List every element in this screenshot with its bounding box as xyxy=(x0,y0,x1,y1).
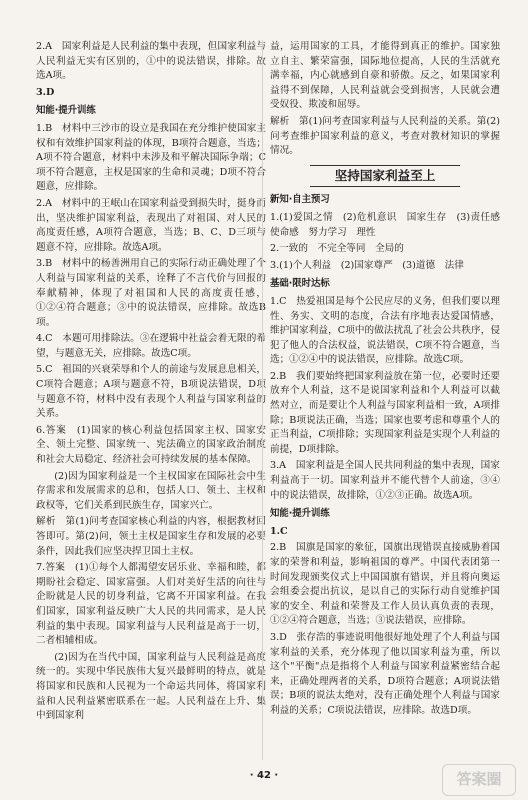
page-number: · 42 · xyxy=(249,770,279,781)
answer-paragraph: 3.D 张存浩的事迹说明他很好地处理了个人利益与国家利益的关系，充分体现了他以国家利益为重，所以这个"平衡"点是指将个人利益与国家利益紧密结合起来，正确处理两者的关系，D项符合题意；A项说法错误；B项的说法太绝对，没有正确处理个人利益与国家利益的关系；C项说法错误，应排除。故选D项。 xyxy=(270,631,500,716)
section-heading: 知能·提升训练 xyxy=(36,105,96,117)
answer-paragraph: 5.C 祖国的兴衰荣辱和个人的前途与发展息息相关，C项符合题意；A项与题意不符，B项说法错误，D项与题意不符，材料中没有表现个人利益与国家利益的关系。 xyxy=(36,364,266,420)
answer-paragraph: 2.一致的 不完全等同 全局的 xyxy=(270,243,404,255)
answer-paragraph: 2.B 国旗是国家的象征，国旗出现错误直接威胁着国家的荣誉和利益，影响祖国的尊严。中国代表团第一时间发现颁奖仪式上中国国旗有错误，并且将向奥运会组委会提出抗议，是以自己的实际行动自觉维护国家的安全、利益和荣誉及工作人员认真负责的表现，①②④符合题意，当选；③说法错误，应排除。 xyxy=(270,542,500,627)
answer-paragraph: 解析 第(1)问考查国家核心利益的内容，根据教材回答即可。第(2)问，领土主权是国家生存和发展的必要条件，因此我们应坚决捍卫国土主权。 xyxy=(36,516,266,557)
answer-paragraph: 3.D xyxy=(36,86,55,98)
answer-paragraph: 益，运用国家的工具，才能得到真正的维护。国家独立自主、繁荣富强，国际地位提高，人民的生活就充满幸福，内心就感到自豪和骄傲。反之，如果国家利益得不到保障，人民利益就会受到损害，人民就会遭受奴役、欺凌和屈辱。 xyxy=(270,41,500,111)
answer-paragraph: 7.答案 (1)①每个人都渴望安居乐业、幸福和睦，都期盼社会稳定、国家富强。人们对美好生活的向往与企盼就是人民的切身利益，它离不开国家利益。在我们国家，国家利益反映广大人民的共同需求，是人民利益的集中表现。国家利益与人民利益是高于一切，二者相辅相成。 xyxy=(36,562,266,647)
answer-paragraph: 1.C xyxy=(270,525,288,537)
answer-paragraph: 2.A 国家利益是人民利益的集中表现，但国家利益与人民利益无实有区别的，①中的说法错误，排除。故选A项。 xyxy=(36,41,266,82)
right-column xyxy=(270,40,510,721)
answer-paragraph: (2)因为国家利益是一个主权国家在国际社会中生存需求和发展需求的总和，包括人口、领土、主权和政权等，它们关系到民族生存，国家兴亡。 xyxy=(36,470,266,511)
answer-paragraph: 2.A 材料中的王岷山在国家利益受到损失时，挺身而出，坚决维护国家利益，表现出了对祖国、对人民的高度责任感，A项符合题意，当选；B、C、D三项与题意不符，应排除。故选A项。 xyxy=(36,197,266,253)
answer-paragraph: 1.(1)爱国之情 (2)危机意识 国家生存 (3)责任感 使命感 努力学习 理性 xyxy=(270,211,510,238)
answer-paragraph: 3.A 国家利益是全国人民共同利益的集中表现，国家利益高于一切。国家利益并不能代替个人前途，③④中的说法错误，故排除，①②③正确。故选A项。 xyxy=(270,460,500,501)
answer-paragraph: (2)因为在当代中国，国家利益与人民利益是高度统一的。实现中华民族伟大复兴最鲜明的特点，就是将国家和民族和人民视为一个命运共同体，将国家利益和人民利益紧密联系在一起。人民利益在上升、集中到国家利 xyxy=(36,651,266,722)
answer-paragraph: 1.C 热爱祖国是每个公民应尽的义务，但我们要以理性、务实、文明的态度，合法有序地表达爱国情感，维护国家利益，C项中的做法扰乱了社会公共秩序，侵犯了他人的合法权益，说法错误，C项不符合题意，当选；①②④中的说法错误，应排除。故选C项。 xyxy=(270,295,500,366)
answer-paragraph: 4.C 本题可用排除法。③在逻辑中社益会着无限的希望，与题意无关，应排除。故选C项。 xyxy=(36,333,266,359)
answer-paragraph: 解析 第(1)问考查国家利益与人民利益的关系。第(2)问考查维护国家利益的意义，考查对教材知识的掌握情况。 xyxy=(270,115,500,157)
answer-paragraph: 1.B 材料中三沙市的设立是我国在充分维护使国家主权和有效维护国家利益的体现，B项符合题意，当选；A项不符合题意，材料中未涉及和平解决国际争端；C项不符合题意，主权是国家的生命和灵魂；D项不符合题意，应排除。 xyxy=(36,122,266,193)
answer-paragraph: 2.B 我们要始终把国家利益放在第一位，必要时还要放弃个人利益，这不是说国家利益和个人利益可以截然对立，而是要让个人利益与国家利益相一致，A项排除；B项说法正确，当选；国家也要考虑和尊重个人的正当利益，C项排除；实现国家利益是实现个人利益的前提，D项排除。 xyxy=(270,370,500,455)
section-heading: 基础·限时达标 xyxy=(270,278,330,290)
answer-paragraph: 6.答案 (1)国家的核心利益包括国家主权、国家安全、领土完整、国家统一、宪法确立的国家政治制度和社会大局稳定、经济社会可持续发展的基本保障。 xyxy=(36,424,266,466)
watermark-logo: 答案圈 xyxy=(442,764,516,796)
answer-paragraph: 3.(1)个人利益 (2)国家尊严 (3)道德 法律 xyxy=(270,259,464,271)
left-column xyxy=(36,40,266,726)
section-heading: 新知·自主预习 xyxy=(270,194,330,206)
column-divider xyxy=(262,40,263,760)
answer-paragraph: 3.B 材料中的杨善洲用自己的实际行动正确处理了个人利益与国家利益的关系，诠释了不言代价与回报的奉献精神，体现了对祖国和人民的高度责任感，①②④符合题意；③中的说法错误，应排除。故选B项。 xyxy=(36,258,266,328)
section-heading: 知能·提升训练 xyxy=(270,508,330,520)
chapter-title: 坚持国家利益至上 xyxy=(310,165,460,188)
